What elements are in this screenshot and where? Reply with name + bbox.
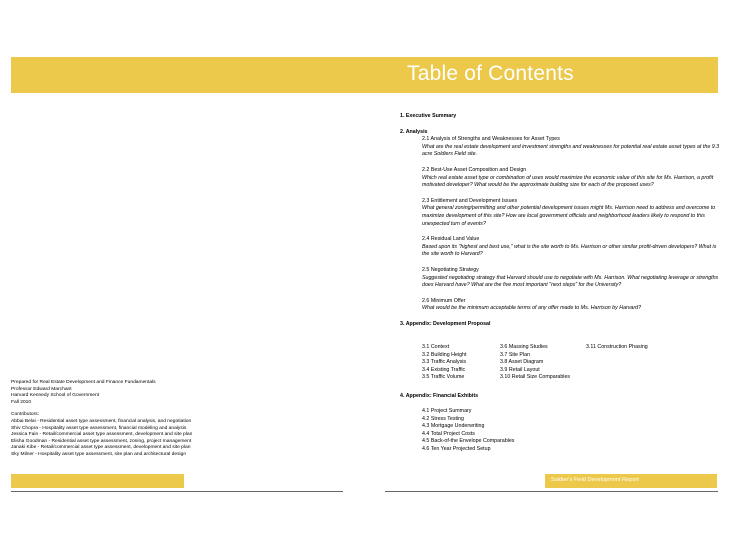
contributor: Abbai Belai - Residential asset type assessment, financial analysis, and negotiation bbox=[11, 418, 192, 424]
contributor: Shiv Chopra - Hospitality asset type assessment, financial modeling and analysis bbox=[11, 425, 187, 431]
toc-item: 3.2 Building Height bbox=[422, 351, 467, 358]
toc-item-desc: Based upon its "highest and best use," what is the site worth to Ms. Harrison or other similar profit-driven developers? What is the site worth to Harvard? bbox=[422, 243, 717, 258]
toc-item: 4.5 Back-of-the Envelope Comparables bbox=[422, 438, 515, 445]
title-banner bbox=[11, 57, 718, 93]
prepared-line: Prepared for Real Estate Development and Finance Fundamentals bbox=[11, 380, 156, 385]
toc-item-2-5 bbox=[400, 267, 720, 290]
toc-section-4: 4. Appendix: Financial Exhibits bbox=[400, 393, 479, 399]
toc-item: 3.7 Site Plan bbox=[500, 351, 531, 358]
prepared-line: Harvard Kennedy School of Government bbox=[11, 393, 100, 399]
toc-section-3-col-1 bbox=[422, 344, 466, 382]
toc-item-desc: Which real estate asset type or combination of uses would maximize the economic value of this site for Ms. Harrison, a profit motivated developer? What would be the approximate building size for each of the proposed uses? bbox=[422, 174, 714, 189]
toc-item: 3.11 Construction Phasing bbox=[586, 344, 648, 350]
contributors-label: Contributors: bbox=[11, 412, 39, 418]
toc-item-desc: What are the real estate development and investment strengths and weaknesses for potential real estate asset types at the 9.3 acre Soldiers Field site. bbox=[422, 143, 720, 158]
toc-section-4-items bbox=[422, 408, 514, 454]
toc-item-title: 2.2 Best-Use Asset Composition and Design bbox=[422, 166, 527, 173]
left-footer-rule bbox=[11, 491, 343, 492]
toc-item-2-4 bbox=[400, 236, 720, 259]
right-footer-rule bbox=[385, 491, 718, 492]
toc-section-2: 2. Analysis bbox=[400, 128, 428, 135]
contributor: Jessica Fain - Retail/commercial asset type assessment, development and site plan bbox=[11, 432, 193, 438]
report-name: Soldier's Field Development Report bbox=[551, 477, 639, 483]
toc-item: 3.10 Retail Size Comparables bbox=[500, 374, 571, 381]
toc-item-title: 2.6 Minimum Offer bbox=[422, 297, 466, 304]
toc-item: 4.3 Mortgage Underwriting bbox=[422, 423, 485, 430]
toc-item: 3.5 Traffic Volume bbox=[422, 374, 465, 381]
toc-item: 4.4 Total Project Costs bbox=[422, 430, 475, 437]
page-title: Table of Contents bbox=[407, 62, 574, 85]
contributor: Janaki Kibe - Retail/commercial asset type assessment, development and site plan bbox=[11, 445, 191, 451]
toc-section-3-col-3 bbox=[586, 344, 648, 352]
toc-item: 3.9 Retail Layout bbox=[500, 366, 540, 373]
toc-item-2-6 bbox=[400, 298, 720, 313]
toc-item: 3.4 Existing Traffic bbox=[422, 366, 466, 373]
prepared-line: Fall 2010 bbox=[11, 399, 32, 405]
prepared-for-block bbox=[11, 380, 261, 459]
toc-item-title: 2.5 Negotiating Strategy bbox=[422, 266, 479, 273]
toc-item: 4.1 Project Summary bbox=[422, 408, 472, 414]
toc-item: 4.2 Stress Testing bbox=[422, 415, 465, 422]
toc-item-desc: Suggested negotiating strategy that Harvard should use to negotiate with Ms. Harrison. What negotiating leverage or strengths does Harvard have? What are the five most important "next steps" for the University? bbox=[422, 274, 719, 289]
toc-item: 3.3 Traffic Analysis bbox=[422, 359, 467, 366]
toc-item: 4.6 Ten Year Projected Setup bbox=[422, 445, 491, 452]
toc-item-2-3 bbox=[400, 198, 720, 228]
toc-item: 3.8 Asset Diagram bbox=[500, 359, 544, 366]
toc-item-title: 2.1 Analysis of Strengths and Weaknesses for Asset Types bbox=[422, 136, 560, 143]
toc-item-title: 2.3 Entitlement and Development Issues bbox=[422, 197, 518, 204]
contributor: Sky Milner - Hospitality asset type assessment, site plan and architectural design bbox=[11, 451, 187, 457]
prepared-line: Professor Edward Marchant bbox=[11, 386, 72, 392]
toc-item-title: 2.4 Residual Land Value bbox=[422, 236, 480, 243]
toc-item-2-1 bbox=[400, 136, 720, 159]
toc-item: 3.6 Massing Studies bbox=[500, 344, 548, 350]
toc-section-3-col-2 bbox=[500, 344, 570, 382]
toc-item-2-2 bbox=[400, 167, 720, 190]
toc-item-desc: What general zoning/permitting and other potential development issues might Ms. Harrison need to address and overcome to maximize development of this site? How are local government officials and neighborhood leaders likely to respond to this unexpected turn of events? bbox=[422, 205, 716, 227]
toc-item-desc: What would be the minimum acceptable terms of any offer made to Ms. Harrison by Harvard? bbox=[422, 305, 642, 312]
toc-item: 3.1 Context bbox=[422, 344, 450, 350]
table-of-contents bbox=[400, 113, 720, 328]
toc-section-1: 1. Executive Summary bbox=[400, 113, 457, 119]
left-footer-bar bbox=[11, 474, 184, 488]
toc-section-3: 3. Appendix: Development Proposal bbox=[400, 320, 491, 327]
contributor: Elisha Goodman - Residential asset type assessment, zoning, project management bbox=[11, 438, 192, 444]
